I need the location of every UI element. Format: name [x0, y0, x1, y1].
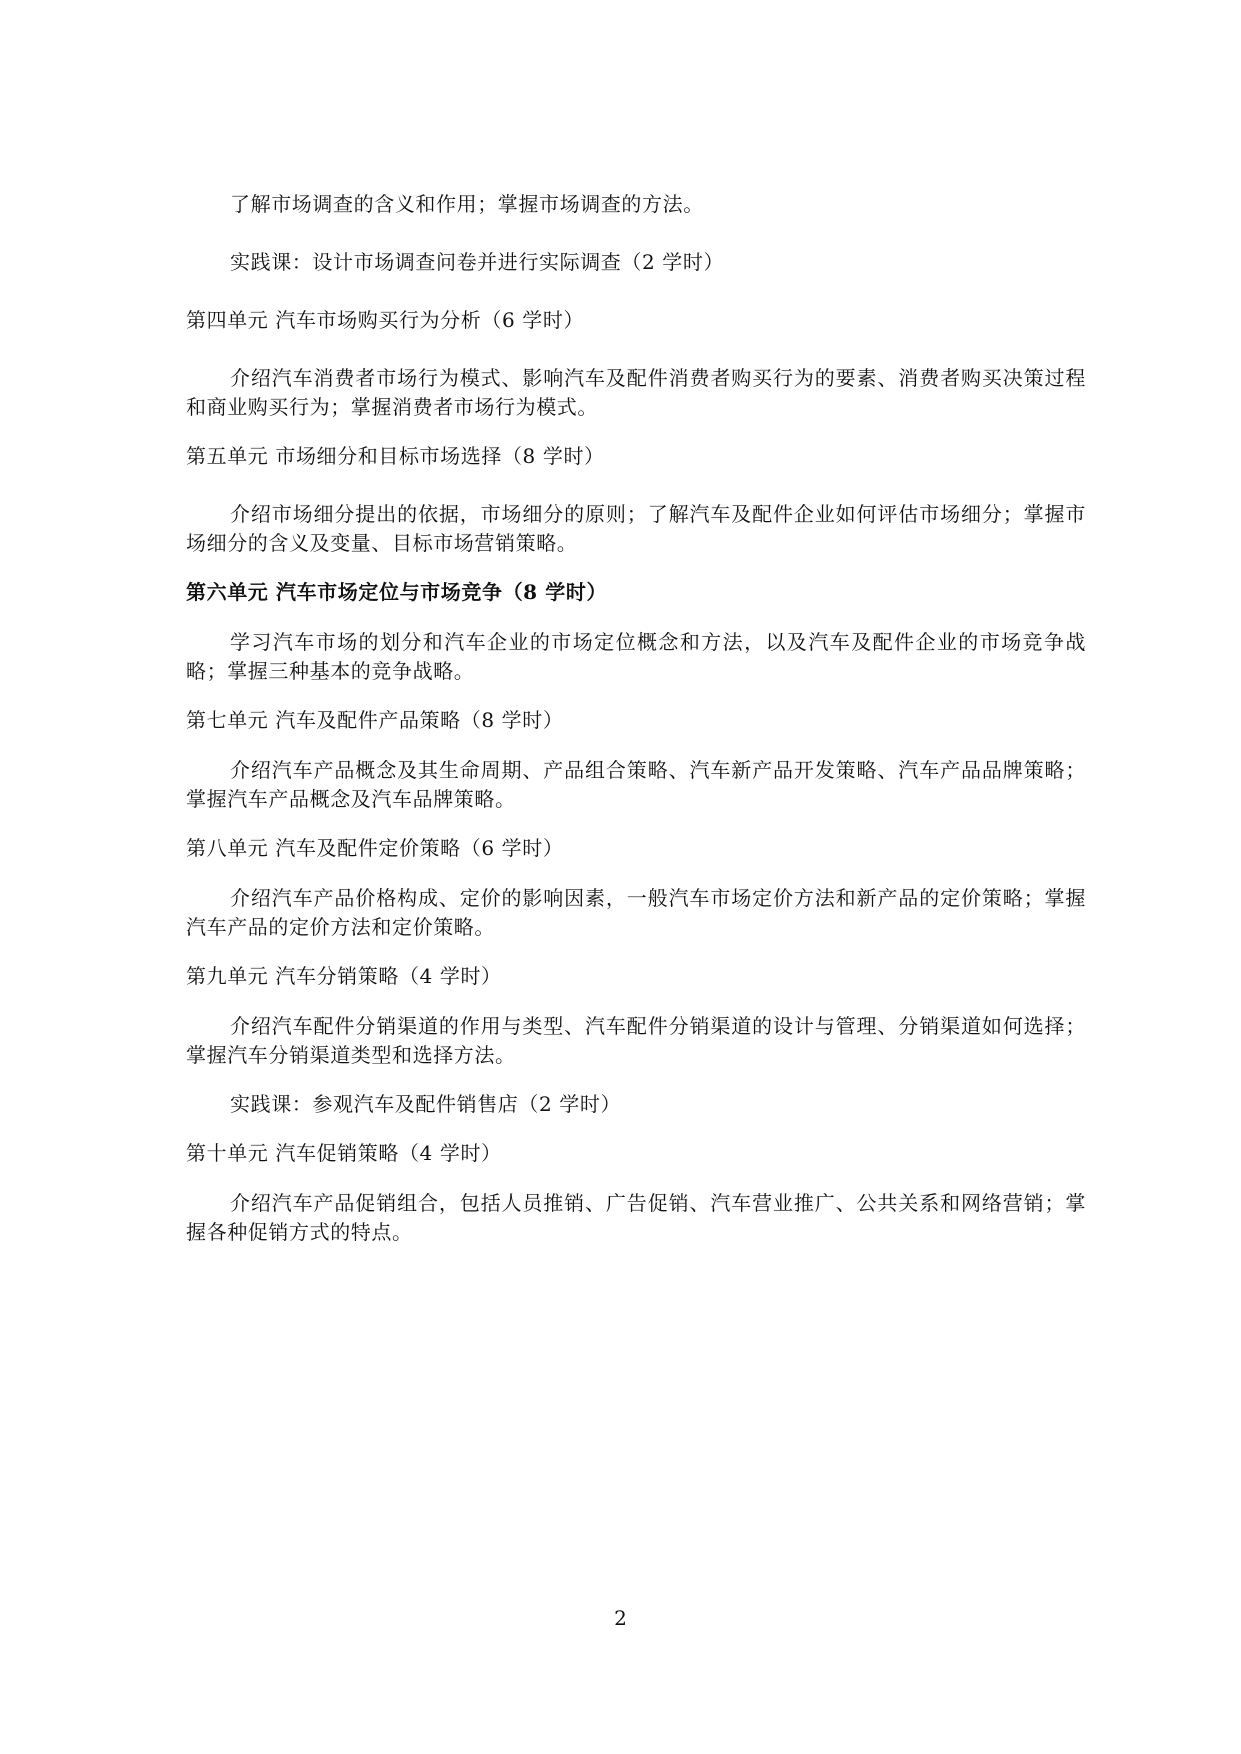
section-heading-unit-9: 第九单元 汽车分销策略（4 学时）: [186, 964, 502, 988]
paragraph: 介绍市场细分提出的依据，市场细分的原则；了解汽车及配件企业如何评估市场细分；掌握市场细分的含义及变量、目标市场营销策略。: [186, 502, 1086, 555]
practice-note: 实践课：设计市场调查问卷并进行实际调查（2 学时）: [230, 250, 725, 274]
document-body: [186, 190, 1086, 1247]
section-heading-unit-5: 第五单元 市场细分和目标市场选择（8 学时）: [186, 444, 605, 468]
paragraph: 介绍汽车产品价格构成、定价的影响因素，一般汽车市场定价方法和新产品的定价策略；掌握汽车产品的定价方法和定价策略。: [186, 886, 1086, 939]
paragraph: 介绍汽车消费者市场行为模式、影响汽车及配件消费者购买行为的要素、消费者购买决策过程和商业购买行为；掌握消费者市场行为模式。: [186, 366, 1086, 419]
paragraph: 介绍汽车产品概念及其生命周期、产品组合策略、汽车新产品开发策略、汽车产品品牌策略；掌握汽车产品概念及汽车品牌策略。: [186, 758, 1086, 811]
section-heading-unit-10: 第十单元 汽车促销策略（4 学时）: [186, 1141, 502, 1165]
paragraph: 了解市场调查的含义和作用；掌握市场调查的方法。: [230, 192, 704, 216]
section-heading-unit-7: 第七单元 汽车及配件产品策略（8 学时）: [186, 708, 564, 732]
section-heading-unit-4: 第四单元 汽车市场购买行为分析（6 学时）: [186, 308, 585, 332]
practice-note: 实践课：参观汽车及配件销售店（2 学时）: [230, 1092, 622, 1116]
page-number: 2: [614, 1606, 627, 1630]
section-heading-unit-6: 第六单元 汽车市场定位与市场竞争（8 学时）: [186, 580, 608, 604]
paragraph: 学习汽车市场的划分和汽车企业的市场定位概念和方法，以及汽车及配件企业的市场竞争战略；掌握三种基本的竞争战略。: [186, 630, 1086, 683]
paragraph: 介绍汽车配件分销渠道的作用与类型、汽车配件分销渠道的设计与管理、分销渠道如何选择；掌握汽车分销渠道类型和选择方法。: [186, 1014, 1086, 1067]
paragraph: 介绍汽车产品促销组合，包括人员推销、广告促销、汽车营业推广、公共关系和网络营销；掌握各种促销方式的特点。: [186, 1191, 1086, 1244]
section-heading-unit-8: 第八单元 汽车及配件定价策略（6 学时）: [186, 836, 564, 860]
